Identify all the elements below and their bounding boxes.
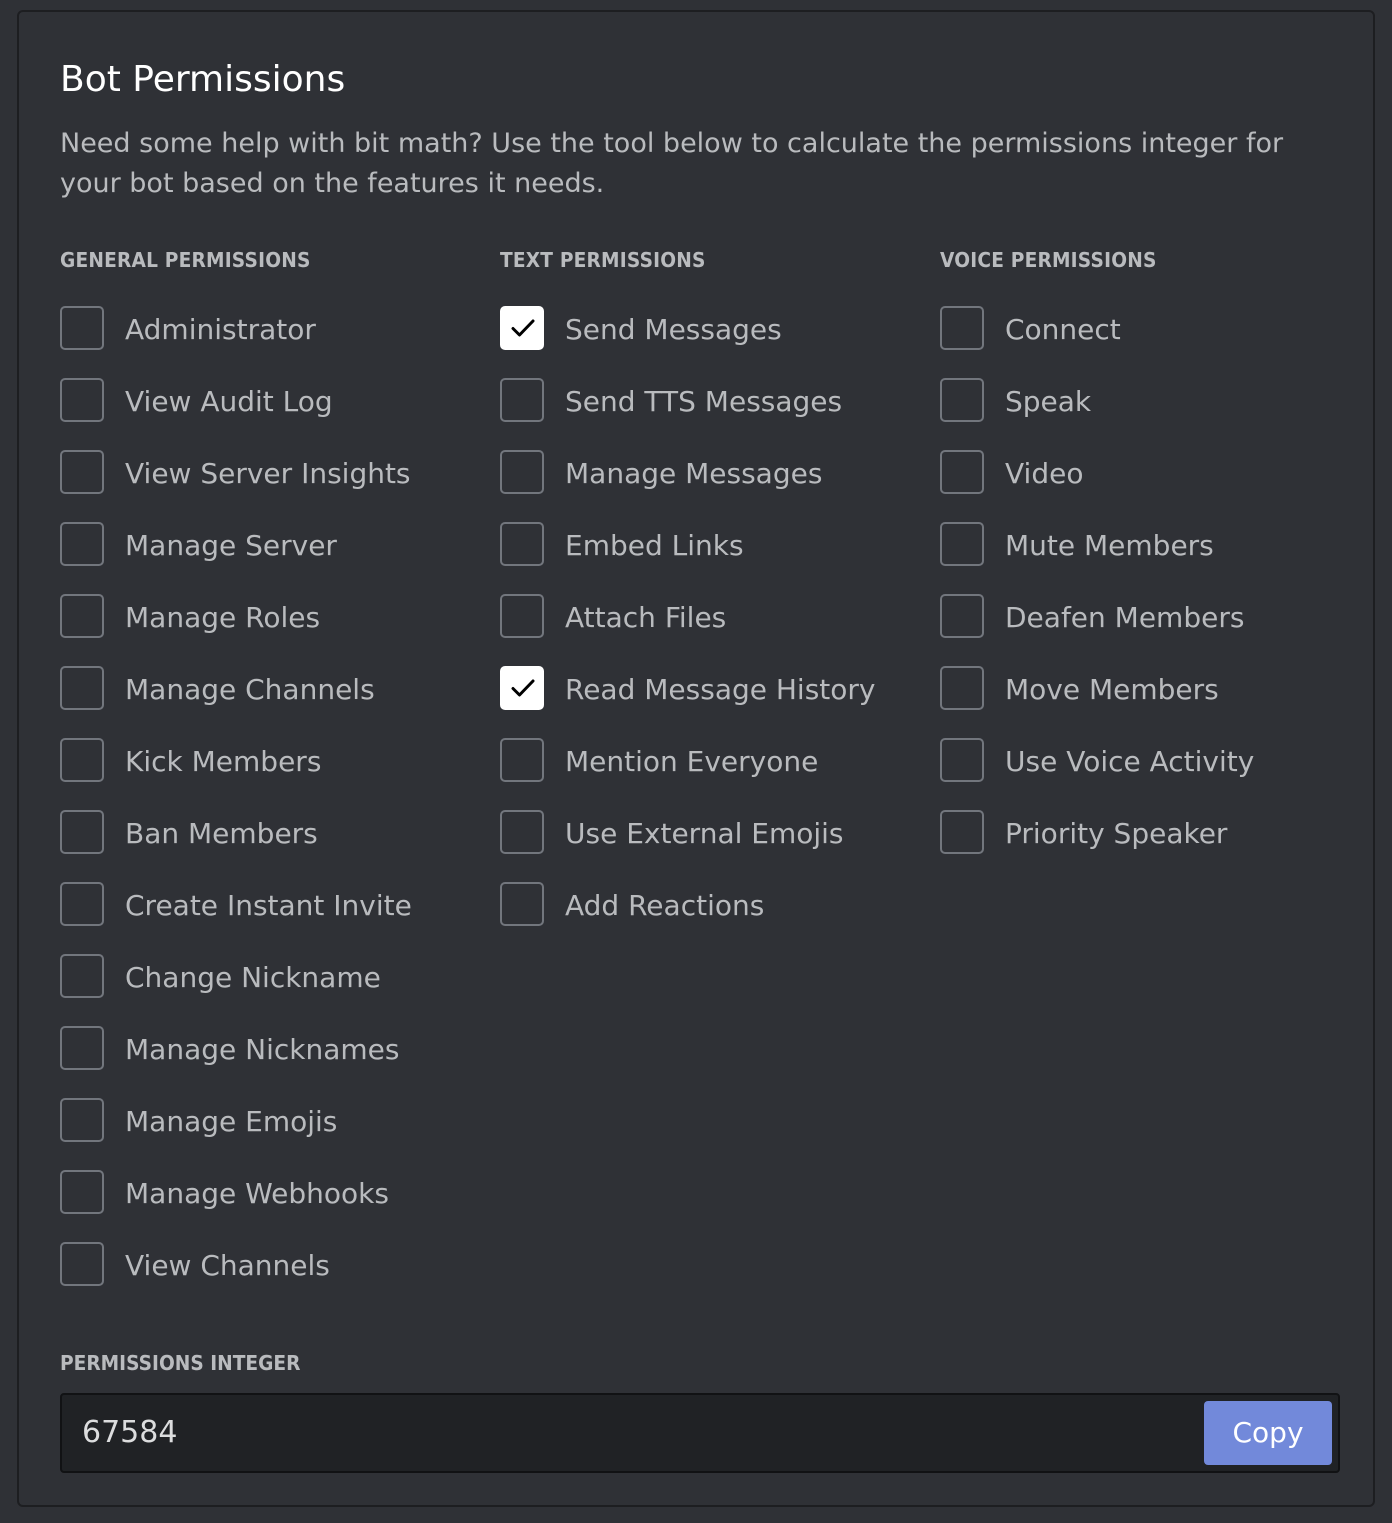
permission-label: Manage Channels [125, 673, 375, 706]
checkbox[interactable] [940, 450, 984, 494]
permission-label: Embed Links [565, 529, 744, 562]
voice-permissions-list [940, 306, 1360, 882]
permission-label: Add Reactions [565, 889, 765, 922]
text-permissions-column [500, 244, 920, 954]
general-permissions-list [60, 306, 480, 1314]
permission-kick-members[interactable] [60, 738, 480, 810]
permission-deafen-members[interactable] [940, 594, 1360, 666]
checkbox[interactable] [60, 954, 104, 998]
permission-label: Video [1005, 457, 1084, 490]
permissions-integer-heading: PERMISSIONS INTEGER [60, 1351, 301, 1375]
permission-mention-everyone[interactable] [500, 738, 920, 810]
checkbox[interactable] [60, 306, 104, 350]
permission-label: Ban Members [125, 817, 318, 850]
checkmark-icon [511, 318, 535, 338]
permission-manage-messages[interactable] [500, 450, 920, 522]
checkbox[interactable] [60, 738, 104, 782]
checkbox[interactable] [500, 594, 544, 638]
permission-label: Send Messages [565, 313, 782, 346]
permission-label: Mute Members [1005, 529, 1214, 562]
permission-manage-emojis[interactable] [60, 1098, 480, 1170]
permission-label: View Channels [125, 1249, 330, 1282]
checkbox[interactable] [940, 306, 984, 350]
permission-label: Deafen Members [1005, 601, 1245, 634]
permission-use-external-emojis[interactable] [500, 810, 920, 882]
permission-label: Read Message History [565, 673, 876, 706]
permission-label: Manage Emojis [125, 1105, 338, 1138]
general-permissions-column [60, 244, 480, 1314]
permission-move-members[interactable] [940, 666, 1360, 738]
permission-label: Move Members [1005, 673, 1219, 706]
checkbox[interactable] [60, 810, 104, 854]
checkbox[interactable] [940, 522, 984, 566]
permission-label: Connect [1005, 313, 1121, 346]
permission-embed-links[interactable] [500, 522, 920, 594]
permission-label: Attach Files [565, 601, 727, 634]
permission-label: View Server Insights [125, 457, 411, 490]
permission-manage-roles[interactable] [60, 594, 480, 666]
permission-manage-server[interactable] [60, 522, 480, 594]
permission-label: Administrator [125, 313, 316, 346]
checkbox[interactable] [500, 666, 544, 710]
permission-label: Manage Roles [125, 601, 321, 634]
permission-video[interactable] [940, 450, 1360, 522]
permission-administrator[interactable] [60, 306, 480, 378]
permission-manage-channels[interactable] [60, 666, 480, 738]
general-permissions-heading: GENERAL PERMISSIONS [60, 248, 311, 272]
permission-label: View Audit Log [125, 385, 333, 418]
permission-use-voice-activity[interactable] [940, 738, 1360, 810]
voice-permissions-heading: VOICE PERMISSIONS [940, 248, 1157, 272]
checkmark-icon [511, 678, 535, 698]
bot-permissions-panel [17, 10, 1375, 1507]
checkbox[interactable] [500, 378, 544, 422]
permission-read-message-history[interactable] [500, 666, 920, 738]
permission-send-tts-messages[interactable] [500, 378, 920, 450]
checkbox[interactable] [940, 810, 984, 854]
voice-permissions-column [940, 244, 1360, 882]
permission-ban-members[interactable] [60, 810, 480, 882]
permission-label: Change Nickname [125, 961, 381, 994]
permission-connect[interactable] [940, 306, 1360, 378]
permissions-integer-input[interactable] [82, 1395, 1182, 1471]
permission-label: Manage Nicknames [125, 1033, 400, 1066]
permission-add-reactions[interactable] [500, 882, 920, 954]
checkbox[interactable] [60, 1170, 104, 1214]
text-permissions-heading: TEXT PERMISSIONS [500, 248, 706, 272]
checkbox[interactable] [60, 666, 104, 710]
checkbox[interactable] [60, 378, 104, 422]
copy-button[interactable]: Copy [1204, 1401, 1332, 1465]
permission-manage-nicknames[interactable] [60, 1026, 480, 1098]
permission-priority-speaker[interactable] [940, 810, 1360, 882]
permission-attach-files[interactable] [500, 594, 920, 666]
permission-label: Speak [1005, 385, 1092, 418]
checkbox[interactable] [940, 738, 984, 782]
checkbox[interactable] [60, 522, 104, 566]
permission-label: Create Instant Invite [125, 889, 412, 922]
permission-label: Use External Emojis [565, 817, 844, 850]
permission-change-nickname[interactable] [60, 954, 480, 1026]
checkbox[interactable] [500, 450, 544, 494]
permission-view-channels[interactable] [60, 1242, 480, 1314]
checkbox[interactable] [60, 450, 104, 494]
checkbox[interactable] [500, 882, 544, 926]
checkbox[interactable] [940, 378, 984, 422]
permission-mute-members[interactable] [940, 522, 1360, 594]
permission-label: Mention Everyone [565, 745, 819, 778]
panel-title: Bot Permissions [60, 59, 346, 100]
text-permissions-list [500, 306, 920, 954]
permission-label: Manage Webhooks [125, 1177, 389, 1210]
permission-label: Send TTS Messages [565, 385, 843, 418]
checkbox[interactable] [500, 810, 544, 854]
checkbox[interactable] [940, 594, 984, 638]
checkbox[interactable] [60, 1098, 104, 1142]
panel-description: Need some help with bit math? Use the tool below to calculate the permissions integer for your bot based on the features it needs. [60, 128, 1284, 199]
checkbox[interactable] [60, 1242, 104, 1286]
checkbox[interactable] [940, 666, 984, 710]
permission-label: Use Voice Activity [1005, 745, 1255, 778]
permission-create-instant-invite[interactable] [60, 882, 480, 954]
permission-manage-webhooks[interactable] [60, 1170, 480, 1242]
permission-view-server-insights[interactable] [60, 450, 480, 522]
checkbox[interactable] [500, 522, 544, 566]
permission-label: Manage Server [125, 529, 337, 562]
permission-view-audit-log[interactable] [60, 378, 480, 450]
checkbox[interactable] [60, 594, 104, 638]
checkbox[interactable] [60, 882, 104, 926]
checkbox[interactable] [60, 1026, 104, 1070]
permission-label: Kick Members [125, 745, 322, 778]
checkbox[interactable] [500, 738, 544, 782]
checkbox[interactable] [500, 306, 544, 350]
permission-label: Priority Speaker [1005, 817, 1228, 850]
permissions-integer-field [60, 1393, 1340, 1473]
permission-label: Manage Messages [565, 457, 823, 490]
permission-send-messages[interactable] [500, 306, 920, 378]
permission-speak[interactable] [940, 378, 1360, 450]
